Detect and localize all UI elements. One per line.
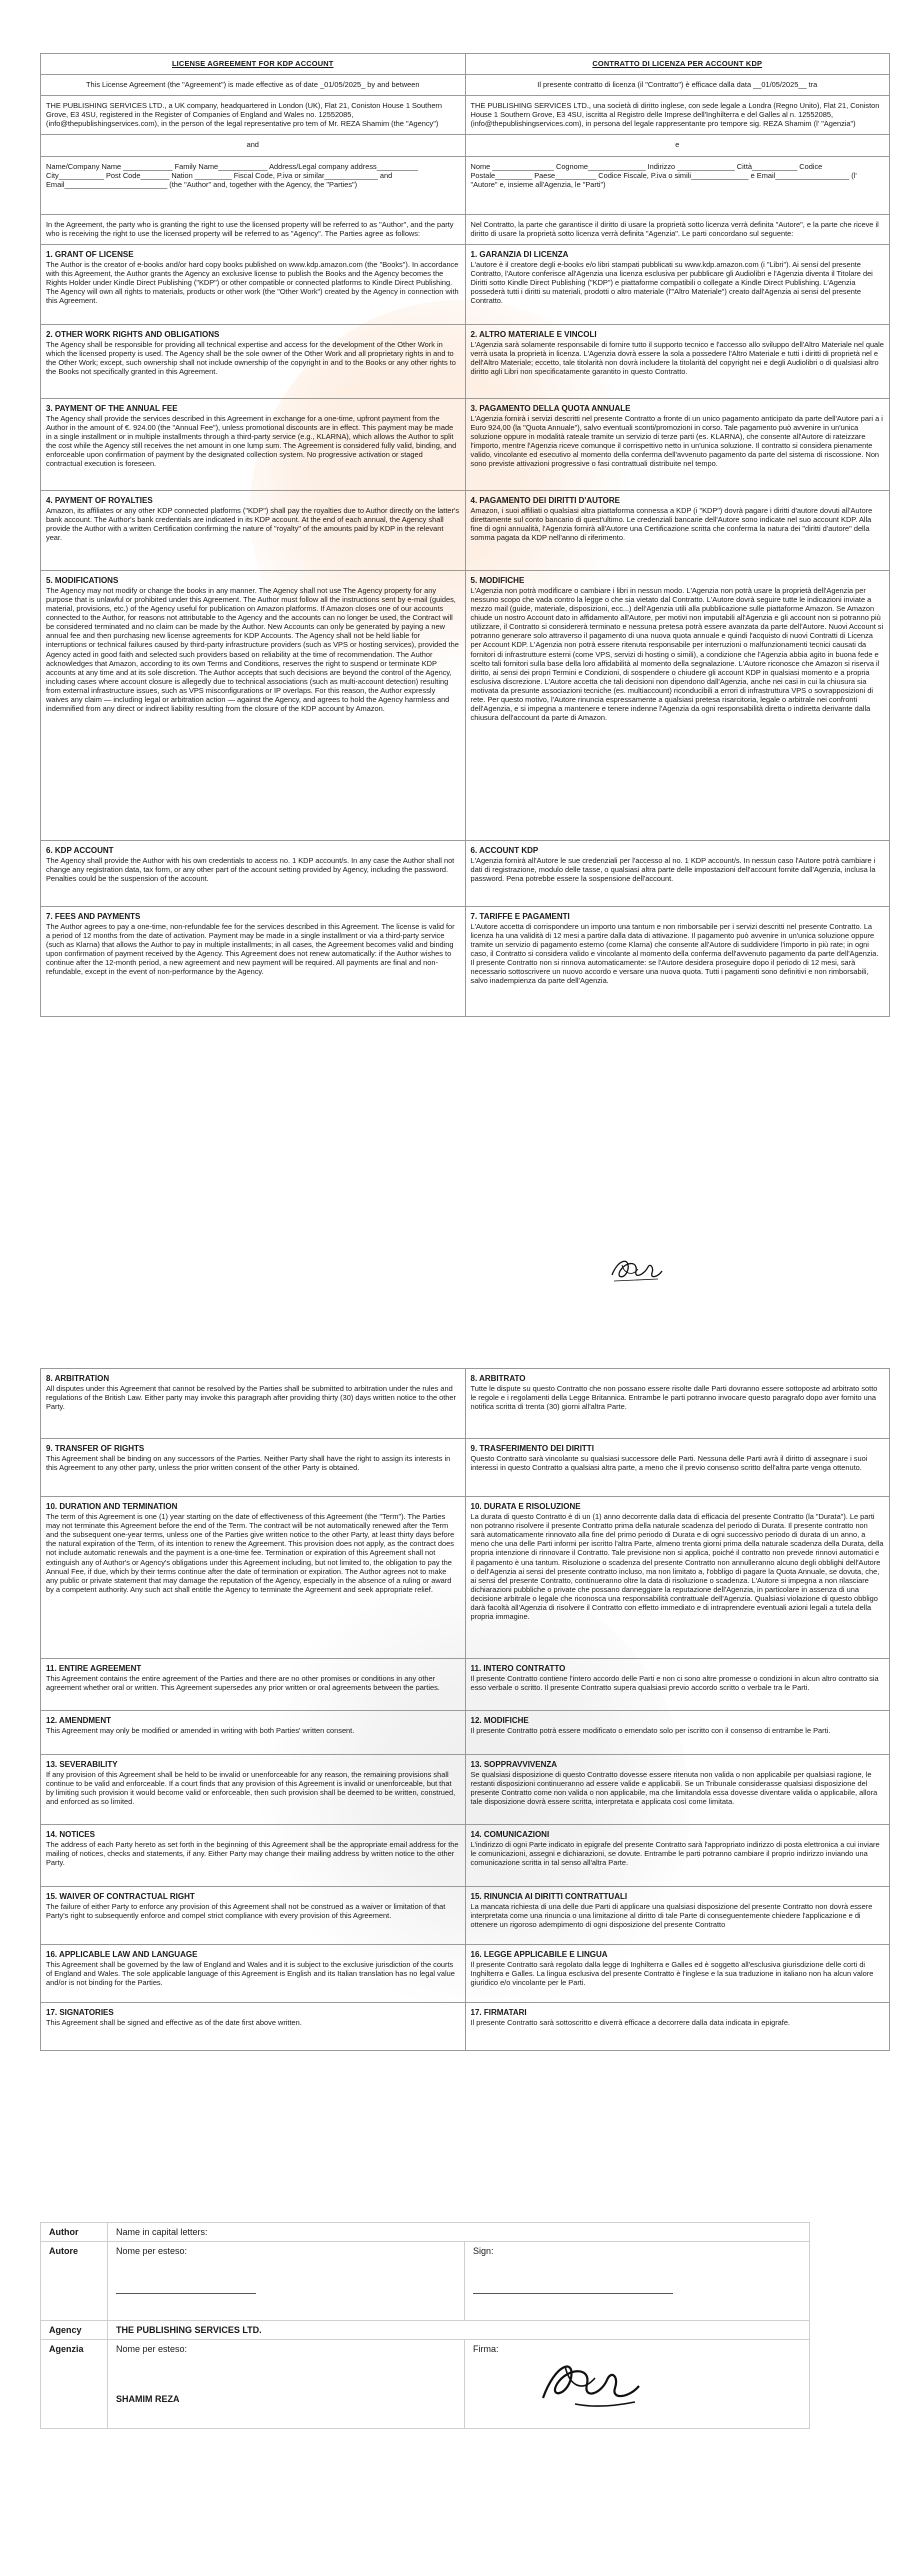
it-intro-line: Il presente contratto di licenza (il "Contratto") è efficace dalla data __01/05/2025__ tra — [465, 75, 890, 96]
it-section-cell — [465, 244, 890, 324]
en-intro-line: This License Agreement (the "Agreement") is made effective as of date _01/05/2025_ by and between — [41, 75, 466, 96]
en-section-heading: 12. AMENDMENT — [46, 1716, 112, 1725]
en-author-party: Name/Company Name ____________ Family Name____________ Address/Legal company address__________ City___________ Post Code_______ Nation _________ Fiscal Code, P.iva or similar_____________ and Email_________________________ (the "Author" and, together with the Agency, the "Parties") — [41, 156, 466, 214]
en-section-heading: 8. ARBITRATION — [46, 1374, 110, 1383]
it-title: CONTRATTO DI LICENZA PER ACCOUNT KDP — [465, 54, 890, 75]
en-section-body: All disputes under this Agreement that cannot be resolved by the Parties shall be submitted to arbitration under the rules and regulations of the British Law. Either party may invoke this paragraph after providing thirty (30) days written notice to the other Party. — [46, 1384, 456, 1412]
en-section-cell — [41, 1659, 466, 1711]
it-section-body: L'Autore accetta di corrispondere un importo una tantum e non rimborsabile per i servizi descritti nel presente Contratto. La licenza ha una validità di 12 mesi a partire dalla data di attivazione. Il pagamento può avvenire in un'unica soluzione oppure tramite un servizio di pagamento esterno (come Klarna) che consente all'Autore di suddividere l'importo in più rate; in ogni caso, il Contratto si considera valido e vincolante al momento della conferma dell'avvenuto pagamento da parte dell'Agenzia. Il presente Contratto non si rinnova automaticamente: se l'Autore desidera proseguire dopo il periodo di 12 mesi, sarà necessario sottoscrivere un nuovo accordo e versare una nuova quota. Tutti i pagamenti sono definitivi e non rimborsabili, salvo inadempienza da parte dell'Agenzia. — [470, 921, 879, 986]
it-section-cell — [465, 1825, 890, 1887]
it-section-heading: 4. PAGAMENTO DEI DIRITTI D'AUTORE — [470, 495, 620, 505]
it-section-cell — [465, 324, 890, 398]
en-section-body: The Agency shall be responsible for providing all technical expertise and access for the development of the Other Work in which the licensed property is used. The Agency shall be the sole owner of the Other Work and all proprietary rights in and to the Other Work; except, such ownership shall not include ownership of the copyright in and to the Books or any other rights to the Books not specifically granted in this Agreement. — [46, 339, 456, 377]
it-section-cell — [465, 906, 890, 1016]
section-row — [41, 1659, 890, 1711]
en-section-heading: 17. SIGNATORIES — [46, 2008, 114, 2017]
en-section-body: The term of this Agreement is one (1) year starting on the date of effectiveness of this Agreement (the "Term"). The Parties may not terminate this Agreement before the end of the Term. The contract will be not automatically renewed after the Term and the subsequent one-year terms, unless one of the Parties give written notice to the other Party, at least thirty days before the natural expiration of the Term, of its intention to renew the Agreement. This provision does not apply, as the contract does not include automatic renewals and the payment is a one-time fee. Termination or expiration of this Agreement shall not extinguish any of Author's or Agency's obligations under this Agreement including, but not limited to, the obligation to pay the Annual Fee, if due, which by their terms continue after the date of termination or expiration. The Author agrees not to make any public or private statement that may damage the reputation of the Agency, especially in the absence of a ruling or award by a competent authority. Any such act shall entitle the Agency to terminate the Agreement and seek appropriate relief. — [46, 1512, 455, 1594]
it-section-cell — [465, 1497, 890, 1659]
it-section-body: Il presente Contratto sarà regolato dalla legge di Inghilterra e Galles ed è soggetto all'esclusiva giurisdizione delle corti di Inghilterra e Galles. La lingua esclusiva del presente Contratto è l'inglese e la sua traduzione in italiano non ha alcun valore giuridico e/o vincolante per le Parti. — [470, 1960, 874, 1988]
en-section-body: This Agreement may only be modified or amended in writing with both Parties' written consent. — [46, 1726, 355, 1736]
en-section-body: The Agency shall provide the Author with his own credentials to access no. 1 KDP account/s. In any case the Author shall not change any registration data, tax form, or any other part of the account setting provided by Agency, including the password. Penalties could be the suspension of the account. — [46, 855, 455, 884]
contract-table-page-1 — [40, 53, 890, 1017]
it-section-body: L'autore è il creatore degli e-books e/o libri stampati pubblicati su www.kdp.amazon.com (i "Libri"). Ai sensi del presente Contratto, l'Autore conferisce all'Agenzia una licenza esclusiva per pubblicare gli Audiolibri e l'Agenzia diventa il Titolare dei Diritti sotto Kindle Direct Publishing ("KDP") e piattaforme compatibili o collegate a Kindle Direct Publishing. L'Agenzia possederà tutti i diritti su materiali, prodotti o altro materiale (l'"Altro Materiale") creato dall'Agenzia ai sensi del presente Contratto. — [470, 259, 873, 306]
it-section-body: Amazon, i suoi affiliati o qualsiasi altra piattaforma connessa a KDP (i "KDP") dovrà pagare i diritti d'autore dovuti all'Autore direttamente sul conto bancario di quest'ultimo. Le credenziali bancarie dell'Autore sono indicate nel suo account KDP. Alla fine di ogni annualità, l'Agenzia fornirà all'Autore una Certificazione scritta che conferma la natura dei "diritti d'autore" della somma pagata da KDP nell'anno di riferimento. — [470, 505, 873, 543]
en-recital: In the Agreement, the party who is granting the right to use the licensed property will be referred to as "Author", and the party who is receiving the right to use the licensed property will be referred to as "Agency". The Parties agree as follows: — [41, 214, 466, 244]
en-section-cell — [41, 1945, 466, 2003]
it-section-cell — [465, 840, 890, 906]
signature-block — [40, 2222, 810, 2429]
page-1 — [40, 53, 890, 1017]
en-section-heading: 11. ENTIRE AGREEMENT — [46, 1664, 142, 1673]
initials-signature-icon — [608, 1253, 664, 1287]
agency-signer-name: SHAMIM REZA — [116, 2394, 180, 2404]
author-label-it: Autore — [41, 2242, 108, 2321]
section-row — [41, 1711, 890, 1755]
agency-sign-field — [465, 2340, 810, 2429]
it-section-heading: 10. DURATA E RISOLUZIONE — [470, 1502, 581, 1511]
en-section-cell — [41, 324, 466, 398]
it-section-heading: 7. TARIFFE E PAGAMENTI — [470, 911, 570, 921]
agency-firma-label: Firma: — [473, 2344, 499, 2354]
it-section-cell — [465, 1369, 890, 1439]
it-section-heading: 1. GARANZIA DI LICENZA — [470, 249, 569, 259]
it-section-body: Il presente Contratto potrà essere modificato o emendato solo per iscritto con il consenso di entrambe le Parti. — [470, 1726, 831, 1736]
it-author-party: Nome _______________ Cognome______________ Indirizzo ______________ Città___________ Codice Postale_________ Paese__________ Codice Fiscale, P.iva o simili______________ e Email__________________ (l' "Autore" e, insieme all'Agenzia, le "Parti") — [465, 156, 890, 214]
agency-label-en: Agency — [41, 2321, 108, 2340]
en-section-body: The failure of either Party to enforce any provision of this Agreement shall not be construed as a waiver or limitation of that Party's right to subsequently enforce and compel strict compliance with every provision of this Agreement. — [46, 1902, 446, 1921]
it-section-cell — [465, 1439, 890, 1497]
it-section-body: L'Agenzia non potrà modificare o cambiare i libri in nessun modo. L'Agenzia non potrà usare la proprietà dell'Agenzia per nessuno scopo che vada contro la legge o che sia vietato dal Contratto. L'Autore dovrà seguire tutte le indicazioni inviate a mezzo mail (guide, materiale, disposizioni, ecc...) dell'Agenzia utili alla pubblicazione sulle piattaforme Amazon. Se Amazon chiude un nostro Account dato in affidamento all'Autore, per motivi non imputabili all'Agenzia e gli account non si potranno più utilizzare, il Contratto si considererà terminato e nessuna pretesa potrà essere avanzata da parte dell'Autore. Nuovi Account si potranno generare solo attraverso il pagamento di una nuova quota annuale e quindi l'acquisto di nuovi Contratti di Licenza per Account KDP. L'Agenzia non potrà essere ritenuta responsabile per interruzioni o malfunzionamenti tecnici causati da fornitori di infrastrutture esterni (come VPS, servizi di hosting o simili), a condizione che l'Agenzia abbia agito in buona fede e scelto tali fornitori sulla base della loro affidabilità al momento della segnalazione. L'Autore riconosce che Amazon si riserva il diritto, ai sensi dei propri Termini e Condizioni, di sospendere o chiudere gli account KDP in qualsiasi momento e a propria esclusiva discrezione. L'Autore accetta che tali decisioni non dipendono dall'Agenzia, anche nei casi in cui la chiusura sia motivata da presunte associazioni tecniche (es. multiaccount) riconducibili a errori di infrastruttura VPS o sovrapposizioni di rete. Per questo motivo, l'Autore rinuncia espressamente a qualsiasi pretesa risarcitoria, legale o arbitrale nei confronti dell'Agenzia, e si impegna a mantenere e tenere indenne l'Agenzia da ogni responsabilità diretta o indiretta derivante dalla chiusura dell'account da parte di Amazon. — [470, 585, 884, 723]
it-section-cell — [465, 570, 890, 840]
it-section-body: La mancata richiesta di una delle due Parti di applicare una qualsiasi disposizione del presente Contratto non dovrà essere interpretata come una rinuncia o una limitazione al diritto di tale Parte di conseguentemente chiedere l'applicazione e di ottenere un rigoroso adempimento di ogni disposizione del presente Contratto — [470, 1902, 873, 1930]
it-section-cell — [465, 1945, 890, 2003]
it-section-heading: 9. TRASFERIMENTO DEI DIRITTI — [470, 1444, 594, 1453]
section-row — [41, 1755, 890, 1825]
en-section-heading: 5. MODIFICATIONS — [46, 575, 119, 585]
it-section-heading: 15. RINUNCIA AI DIRITTI CONTRATTUALI — [470, 1892, 628, 1901]
en-section-heading: 15. WAIVER OF CONTRACTUAL RIGHT — [46, 1892, 195, 1901]
it-section-heading: 6. ACCOUNT KDP — [470, 845, 539, 855]
it-section-cell — [465, 1887, 890, 1945]
en-section-cell — [41, 1369, 466, 1439]
section-row — [41, 244, 890, 324]
section-row — [41, 324, 890, 398]
it-section-heading: 12. MODIFICHE — [470, 1716, 529, 1725]
it-section-body: Il presente Contratto contiene l'intero accordo delle Parti e non ci sono altre promesse o condizioni in alcun altro contratto sia esso verbale o scritto. Il presente Contratto supera qualsiasi previo accordo scritto o verbale tra le Parti. — [470, 1674, 879, 1693]
section-row — [41, 1945, 890, 2003]
it-section-heading: 8. ARBITRATO — [470, 1374, 526, 1383]
en-section-heading: 16. APPLICABLE LAW AND LANGUAGE — [46, 1950, 198, 1959]
en-section-body: This Agreement contains the entire agreement of the Parties and there are no other promises or conditions in any other agreement whether oral or written. This Agreement supersedes any prior written or oral agreements between the parties. — [46, 1674, 440, 1693]
it-section-body: L'indirizzo di ogni Parte indicato in epigrafe del presente Contratto sarà l'appropriato indirizzo di posta elettronica a cui inviare le comunicazioni, assegni e dichiarazioni, se dovute. Entrambe le parti potranno cambiare il proprio indirizzo inviando una comunicazione scritta in tal senso all'altra Parte. — [470, 1840, 880, 1868]
it-section-heading: 16. LEGGE APPLICABILE E LINGUA — [470, 1950, 608, 1959]
it-section-cell — [465, 398, 890, 490]
en-section-cell — [41, 1439, 466, 1497]
author-sign-label: Sign: — [473, 2246, 494, 2256]
en-and: and — [41, 135, 466, 156]
agency-name-field — [108, 2340, 465, 2429]
it-section-body: L'Agenzia fornirà all'Autore le sue credenziali per l'accesso al no. 1 KDP account/s. In nessun caso l'Autore potrà cambiare i dati di registrazione, modulo delle tasse, o qualsiasi altra parte delle impostazioni dell'account fornite dall'Agenzia, inclusa la password. Pena potrebbe essere la sospensione dell'account. — [470, 855, 876, 884]
en-section-heading: 14. NOTICES — [46, 1830, 95, 1839]
en-section-heading: 9. TRANSFER OF RIGHTS — [46, 1444, 145, 1453]
en-section-body: The address of each Party hereto as set forth in the beginning of this Agreement shall be the appropriate email address for the mailing of notices, checks and statements, if any. Either Party may change their mailing address by written notice to the other Party. — [46, 1840, 459, 1868]
en-section-body: The Agency shall provide the services described in this Agreement in exchange for a one-time, upfront payment from the Author in the amount of €. 924.00 (the "Annual Fee"), unless promotional discounts are in effect. This payment may be made in a single installment or in multiple installments through a third-party service (e.g., KLARNA), which allows the Author to split the cost while the Agency still receives the net amount in one lump sum. The Agreement is considered fully valid, binding, and enforceable upon confirmation of payment by the designated collection system. No progressive activation or staged contractual execution is foreseen. — [46, 413, 457, 469]
it-section-heading: 3. PAGAMENTO DELLA QUOTA ANNUALE — [470, 403, 631, 413]
en-section-body: This Agreement shall be signed and effective as of the date first above written. — [46, 2018, 302, 2028]
en-section-body: If any provision of this Agreement shall be held to be invalid or unenforceable for any reason, the remaining provisions shall continue to be valid and enforceable. If a court finds that any provision of this Agreement is invalid or unenforceable, but that by limiting such provision it would become valid or enforceable, then such provision shall be deemed to be written, construed, and enforced as so limited. — [46, 1770, 456, 1807]
en-section-body: Amazon, its affiliates or any other KDP connected platforms ("KDP") shall pay the royalties due to Author directly on the latter's bank account. The Author's bank credentials are indicated in its KDP account. At the end of each annual, the Agency shall provide the Author with a written Certification confirming the nature of "royalty" of the amounts paid by KDP in the relevant year. — [46, 505, 460, 543]
it-section-cell — [465, 1755, 890, 1825]
it-and: e — [465, 135, 890, 156]
author-name-line — [116, 2293, 256, 2294]
section-row — [41, 398, 890, 490]
section-row — [41, 1825, 890, 1887]
author-label-en: Author — [41, 2223, 108, 2242]
en-section-body: This Agreement shall be binding on any successors of the Parties. Neither Party shall have the right to assign its interests in this Agreement to any other party, unless the prior written consent of the other Party is obtained. — [46, 1454, 451, 1473]
en-title: LICENSE AGREEMENT FOR KDP ACCOUNT — [41, 54, 466, 75]
author-name-field[interactable] — [108, 2242, 465, 2321]
en-section-heading: 4. PAYMENT OF ROYALTIES — [46, 495, 153, 505]
en-section-heading: 1. GRANT OF LICENSE — [46, 249, 134, 259]
en-section-heading: 10. DURATION AND TERMINATION — [46, 1502, 178, 1511]
en-section-heading: 6. KDP ACCOUNT — [46, 845, 114, 855]
section-row — [41, 840, 890, 906]
en-section-cell — [41, 906, 466, 1016]
it-section-heading: 5. MODIFICHE — [470, 575, 525, 585]
it-section-body: L'Agenzia fornirà i servizi descritti nel presente Contratto a fronte di un unico pagamento anticipato da parte dell'Autore pari a i Euro 924,00 (la "Quota Annuale"), salvo eventuali sconti/promozioni in corso. Tale pagamento può avvenire in un'unica soluzione oppure in modalità rateale tramite un servizio di terze parti (es. KLARNA), che consente all'Autore di rateizzare l'importo, mentre l'Agenzia riceve comunque il corrispettivo netto in un'unica soluzione. Il contratto si considera pienamente valido, vincolante ed esecutivo al momento della conferma dell'avvenuto pagamento da parte del sistema di riscossione. Non sono previste attivazioni progressive o fasi contrattuali distribuite nel tempo. — [470, 413, 883, 469]
en-section-cell — [41, 490, 466, 570]
en-section-body: The Author is the creator of e-books and/or hard copy books published on www.kdp.amazon.com (the "Books"). In accordance with this Agreement, the Author grants the Agency an exclusive license to publish the Books and the Agency becomes the Rights Holder under Kindle Direct Publishing ("KDP") or other compatible or connected platforms to Kindle Direct Publishing. The Agency will own all rights to materials, products or other work (the "Other Work") created by the Agency in connection with this Agreement. — [46, 259, 459, 306]
en-section-cell — [41, 840, 466, 906]
it-agency-party: THE PUBLISHING SERVICES LTD., una società di diritto inglese, con sede legale a Londra (Regno Unito), Flat 21, Coniston House 1 Southern Grove, E3 4SU, iscritta al Registro delle Imprese dell'Inghilterra e del Galles al n. 12552085, (info@thepublishingservices.com), in persona del legale rappresentante pro tempore sig. REZA Shamim (l' "Agenzia") — [465, 96, 890, 135]
en-section-cell — [41, 1711, 466, 1755]
en-section-cell — [41, 1497, 466, 1659]
it-section-body: Tutte le dispute su questo Contratto che non possano essere risolte dalle Parti dovranno essere sottoposte ad arbitrato sotto le regole e i regolamenti della Legge Britannica. Entrambe le parti potranno invocare questo paragrafo dopo aver fornito una notifica scritta di trenta (30) giorni all'altra Parte. — [470, 1384, 878, 1412]
author-full-name-label: Nome per esteso: — [116, 2246, 188, 2256]
section-row — [41, 1497, 890, 1659]
section-row — [41, 490, 890, 570]
en-section-cell — [41, 1755, 466, 1825]
it-recital: Nel Contratto, la parte che garantisce il diritto di usare la proprietà sotto licenza verrà definita "Autore", e la parte che riceve il diritto di usare la proprietà sotto licenza verrà definita "Agenzia". Le parti concordano sul seguente: — [465, 214, 890, 244]
it-section-body: Questo Contratto sarà vincolante su qualsiasi successore delle Parti. Nessuna delle Parti avrà il diritto di assegnare i suoi interessi in questo Contratto a qualsiasi altra parte, a meno che il previo consenso scritto dell'altra parte venga ottenuto. — [470, 1454, 868, 1473]
section-row — [41, 1439, 890, 1497]
agency-label-it: Agenzia — [41, 2340, 108, 2429]
en-section-cell — [41, 1887, 466, 1945]
section-row — [41, 570, 890, 840]
en-section-heading: 3. PAYMENT OF THE ANNUAL FEE — [46, 403, 178, 413]
en-section-heading: 13. SEVERABILITY — [46, 1760, 118, 1769]
section-row — [41, 906, 890, 1016]
agency-full-name-label: Nome per esteso: — [116, 2344, 188, 2354]
agency-company-name: THE PUBLISHING SERVICES LTD. — [108, 2321, 810, 2340]
it-section-cell — [465, 490, 890, 570]
it-section-body: La durata di questo Contratto è di un (1) anno decorrente dalla data di efficacia del presente Contratto (la "Durata"). Le parti non potranno risolvere il presente Contratto prima della naturale scadenza del periodo di Durata. Il presente contratto non sarà automaticamente rinnovato alla fine del primo periodo di Durata e di ogni successivo periodo di durata di un anno, a meno che una delle Parti informi per iscritto l'altra Parte, almeno trenta giorni prima della naturale scadenza della Durata, della propria intenzione di rinnovare il Contratto. Tale previsione non si applica, poiché il contratto non prevede rinnovi automatici e il pagamento è una tantum. Risoluzione o scadenza del presente Contratto non annulleranno alcuno degli obblighi dell'Autore o dell'Agenzia ai sensi del presente contratto incluso, ma non limitato a, l'obbligo di pagare la Quota Annuale, se dovuta, che, ai sensi del presente Contratto, continueranno oltre la data di risoluzione o scadenza. L'Autore si impegna a non rilasciare dichiarazioni pubbliche o private che possano danneggiare la reputazione dell'Agenzia, in particolare in assenza di una decisione arbitrale o legale che riconosca una responsabilità contrattuale dell'Agenzia. Qualsiasi violazione di questo obbligo darà facoltà all'Agenzia di risolvere il Contratto con effetto immediato e di intraprendere eventuali azioni legali a tutela della propria immagine. — [470, 1512, 884, 1622]
it-section-heading: 17. FIRMATARI — [470, 2008, 527, 2017]
en-section-body: The Agency may not modify or change the books in any manner. The Agency shall not use The Agency property for any purpose that is unlawful or prohibited under this Agreement. The Author must follow all the instructions sent by e-mail (guides, material, provisions, etc.) of the Agency useful for publication on Amazon platforms. If Amazon closes one of our accounts connected to the Author, for reasons not attributable to the Agency and the accounts can no longer be used, the Contract will be considered terminated and no claim can be made by the Author. New Accounts can only be generated by paying a new annual fee and then purchasing new license agreements for KDP Accounts. The Agency shall not be held liable for interruptions or technical failures caused by third-party infrastructure providers (such as VPS or hosting services), provided the Agency acted in good faith and selected such providers based on reliability at the time of recommendation. The Author acknowledges that Amazon, according to its own Terms and Conditions, reserves the right to suspend or terminate KDP accounts at any time and at its sole discretion. The Author accepts that such decisions are beyond the control of the Agency, including cases where account closure is allegedly due to technical associations (such as multi-account detection) resulting from external infrastructure issues, such as VPS misconfigurations or IP overlaps. For this reason, the Author expressly waives any claim — including legal or arbitration action — against the Agency, and agrees to hold the Agency harmless and indemnified from any direct or indirect liability resulting from the closure of the KDP account by Amazon. — [46, 585, 459, 714]
author-sign-field[interactable] — [465, 2242, 810, 2321]
author-sign-line — [473, 2293, 673, 2294]
it-section-cell — [465, 1711, 890, 1755]
it-section-cell — [465, 1659, 890, 1711]
page-2 — [40, 1368, 890, 2051]
it-section-cell — [465, 2003, 890, 2051]
section-row — [41, 2003, 890, 2051]
en-section-heading: 7. FEES AND PAYMENTS — [46, 911, 141, 921]
en-section-body: The Author agrees to pay a one-time, non-refundable fee for the services described in this Agreement. The license is valid for a period of 12 months from the date of activation. Payment may be made in a single installment or via a third-party service (such as Klarna) that allows the Author to pay in multiple installments; in all cases, the Agreement becomes valid and binding upon confirmation of payment received by the Agency. This Agreement does not renew automatically: if the Author wishes to continue after the 12-month period, a new agreement and new payment will be required. All payments are final and non-refundable, except in the event of non-performance by the Agency. — [46, 921, 455, 977]
it-section-heading: 11. INTERO CONTRATTO — [470, 1664, 566, 1673]
en-agency-party: THE PUBLISHING SERVICES LTD., a UK company, headquartered in London (UK), Flat 21, Coniston House 1 Southern Grove, E3 4SU, registered in the Register of Companies of England and Wales no. 12552085, (info@thepublishingservices.com), in the person of the legal representative pro tem of Mr. REZA Shamim (the "Agency") — [41, 96, 466, 135]
agency-signature-icon — [535, 2354, 645, 2418]
it-section-heading: 14. COMUNICAZIONI — [470, 1830, 550, 1839]
it-section-body: Il presente Contratto sarà sottoscritto e diverrà efficace a decorrere dalla data indicata in epigrafe. — [470, 2018, 790, 2028]
en-section-body: This Agreement shall be governed by the law of England and Wales and it is subject to the exclusive jurisdiction of the courts of England and Wales. The sole applicable language of this Agreement is English and its Italian translation has no legal value and/or is not binding for the Parties. — [46, 1960, 455, 1988]
en-section-cell — [41, 244, 466, 324]
en-section-cell — [41, 398, 466, 490]
it-section-heading: 13. SOPPRAVVIVENZA — [470, 1760, 558, 1769]
name-capitals-label: Name in capital letters: — [108, 2223, 810, 2242]
it-section-heading: 2. ALTRO MATERIALE E VINCOLI — [470, 329, 597, 339]
section-row — [41, 1887, 890, 1945]
it-section-body: Se qualsiasi disposizione di questo Contratto dovesse essere ritenuta non valida o non applicabile per qualsiasi ragione, le restanti disposizioni continueranno ad essere valide e applicabili. Se un Tribunale considerasse qualsiasi disposizione del presente Contratto come non valida o non applicabile, ma che limitandola essa dovesse diventare valida o applicabile, allora tale disposizione dovrà essere scritta, interpretata e applicata così come limitata. — [470, 1770, 878, 1807]
en-section-cell — [41, 1825, 466, 1887]
en-section-cell — [41, 570, 466, 840]
en-section-cell — [41, 2003, 466, 2051]
section-row — [41, 1369, 890, 1439]
contract-table-page-2 — [40, 1368, 890, 2051]
en-section-heading: 2. OTHER WORK RIGHTS AND OBLIGATIONS — [46, 329, 220, 339]
it-section-body: L'Agenzia sarà solamente responsabile di fornire tutto il supporto tecnico e l'accesso allo sviluppo dell'Altro Materiale nel quale verrà usata la proprietà in licenza. L'Agenzia dovrà essere la sola a possedere l'Altro Materiale e tutti i diritti di proprietà nel e dell'Altro Materiale; eccetto, tale titolarità non dovrà includere la titolarità del copyright nei e degli Audiolibri o di qualsiasi altro diritto agli Libri non specificatamente garantito in questo Contratto. — [470, 339, 884, 377]
